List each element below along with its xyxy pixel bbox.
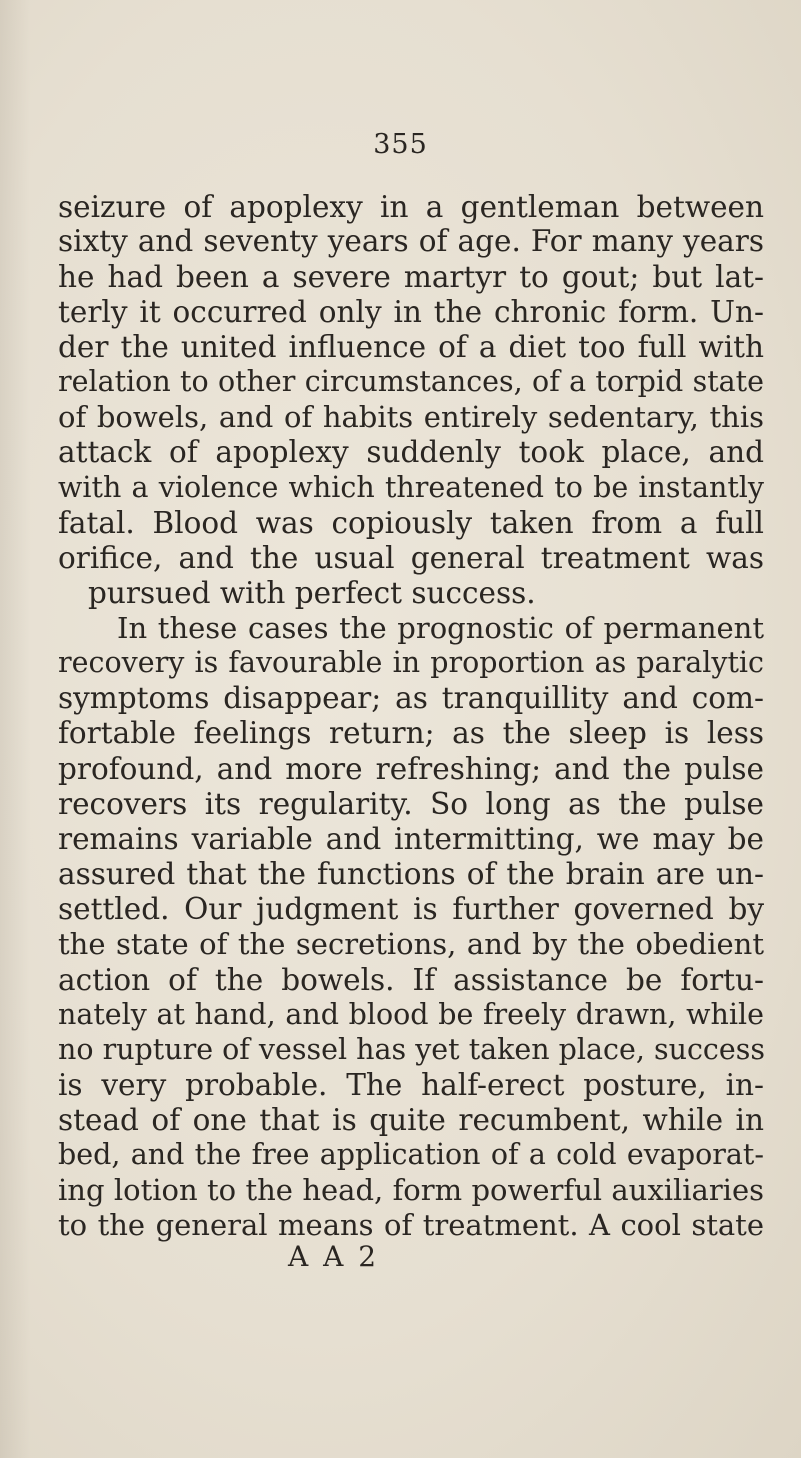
page-edge-shadow xyxy=(0,0,30,1458)
text-line: of bowels, and of habits entirely sedentary, this xyxy=(58,400,764,434)
text-line: symptoms disappear; as tranquillity and com- xyxy=(58,681,764,715)
text-line: action of the bowels. If assistance be fortu- xyxy=(58,963,764,997)
text-line: relation to other circumstances, of a torpid state xyxy=(58,365,764,398)
paragraph-start-line: In these cases the prognostic of permanent xyxy=(117,611,764,645)
text-line: nately at hand, and blood be freely drawn, while xyxy=(58,998,764,1031)
text-line: with a violence which threatened to be instantly xyxy=(58,471,764,504)
text-line: profound, and more refreshing; and the pulse xyxy=(58,752,764,786)
text-line: remains variable and intermitting, we may be xyxy=(58,822,764,856)
text-line: to the general means of treatment. A cool state xyxy=(58,1208,764,1242)
text-line: stead of one that is quite recumbent, while in xyxy=(58,1103,764,1137)
text-line: attack of apoplexy suddenly took place, and xyxy=(58,435,764,469)
text-line: terly it occurred only in the chronic form. Un- xyxy=(58,295,764,329)
text-line: settled. Our judgment is further governed by xyxy=(58,892,764,926)
text-line: recovers its regularity. So long as the pulse xyxy=(58,787,764,821)
text-line: ing lotion to the head, form powerful auxiliaries xyxy=(58,1173,764,1207)
text-line: recovery is favourable in proportion as paralytic xyxy=(58,646,764,679)
text-line: sixty and seventy years of age. For many years xyxy=(58,224,764,258)
text-line: is very probable. The half-erect posture, in- xyxy=(58,1068,764,1102)
text-line: der the united influence of a diet too full with xyxy=(58,330,764,364)
text-line: no rupture of vessel has yet taken place, success xyxy=(58,1033,766,1066)
text-line: seizure of apoplexy in a gentleman between xyxy=(58,190,764,224)
text-line: bed, and the free application of a cold evaporat- xyxy=(58,1138,764,1171)
text-line: fatal. Blood was copiously taken from a full xyxy=(58,506,764,540)
page-number: 355 xyxy=(373,129,428,160)
text-line: fortable feelings return; as the sleep is less xyxy=(58,716,764,750)
signature-mark: A A 2 xyxy=(288,1240,380,1273)
text-line: he had been a severe martyr to gout; but lat- xyxy=(58,260,764,294)
text-line: the state of the secretions, and by the obedient xyxy=(58,927,764,961)
text-line: orifice, and the usual general treatment was xyxy=(58,541,764,575)
text-line: assured that the functions of the brain are un- xyxy=(58,857,764,891)
text-line: pursued with perfect success. xyxy=(88,576,536,610)
